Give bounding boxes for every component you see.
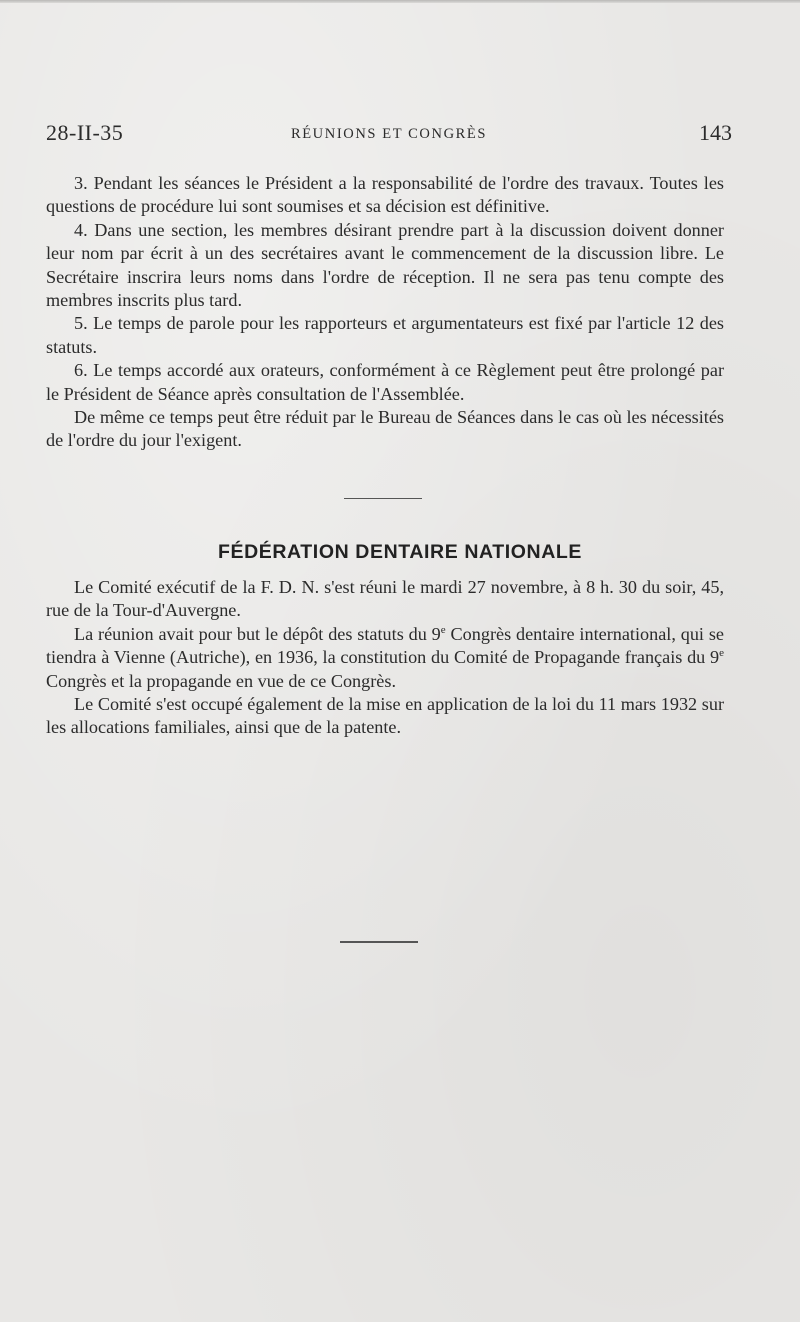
- federation-paragraph-2: [46, 623, 724, 693]
- page-number: 143: [699, 120, 732, 145]
- ordinal-superscript: e: [719, 647, 724, 660]
- end-divider: [340, 941, 418, 943]
- section-heading: FÉDÉRATION DENTAIRE NATIONALE: [217, 541, 583, 563]
- rule-paragraph-5: 5. Le temps de parole pour les rapporteurs et argumentateurs est fixé par l'article 12 des statuts.: [46, 313, 724, 357]
- rule-paragraph-3: 3. Pendant les séances le Président a la responsabilité de l'ordre des travaux. Toutes les questions de procédure lui sont soumises et sa décision est définitive.: [46, 173, 724, 217]
- federation-paragraph-3: Le Comité s'est occupé également de la mise en application de la loi du 11 mars 1932 sur les allocations familiales, ainsi que de la patente.: [46, 694, 724, 738]
- header-date: 28-II-35: [46, 120, 124, 145]
- federation-paragraph-2-part-c: Congrès et la propagande en vue de ce Congrès.: [46, 670, 396, 691]
- ordinal-superscript: e: [440, 623, 446, 636]
- rule-paragraph-4: 4. Dans une section, les membres désirant prendre part à la discussion doivent donner leur nom par écrit à un des secrétaires avant le commencement de la discussion libre. Le Secrétaire inscrira leurs noms dans l'ordre de réception. Il ne sera pas tenu compte des membres inscrits plus tard.: [46, 219, 724, 311]
- page-top-edge: [0, 0, 800, 3]
- federation-paragraph-1: Le Comité exécutif de la F. D. N. s'est réuni le mardi 27 novembre, à 8 h. 30 du soir, 45, rue de la Tour-d'Auvergne.: [46, 577, 724, 621]
- federation-paragraph-2-part-b: Congrès dentaire international, qui se tiendra à Vienne (Autriche), en 1936, la constitution du Comité de Propagande français du 9: [46, 623, 724, 668]
- running-head: [46, 120, 732, 150]
- rules-section: [46, 172, 724, 453]
- federation-section: [46, 576, 724, 740]
- federation-paragraph-2-part-a: La réunion avait pour but le dépôt des statuts du 9: [74, 623, 441, 644]
- section-divider: [344, 498, 422, 499]
- rule-paragraph-extra: De même ce temps peut être réduit par le Bureau de Séances dans le cas où les nécessités de l'ordre du jour l'exigent.: [46, 407, 724, 451]
- header-title: RÉUNIONS ET CONGRÈS: [290, 126, 488, 142]
- rule-paragraph-6: 6. Le temps accordé aux orateurs, conformément à ce Règlement peut être prolongé par le Président de Séance après consultation de l'Assemblée.: [46, 360, 724, 404]
